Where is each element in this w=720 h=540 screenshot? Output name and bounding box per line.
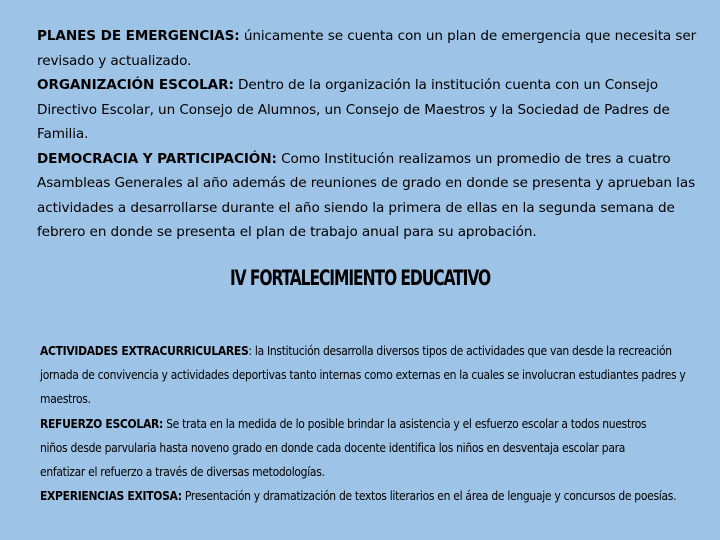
successful-experiences-text: Presentación y dramatización de textos literarios en el área de lenguaje y concursos de poesías. xyxy=(181,488,677,504)
successful-experiences-paragraph xyxy=(40,484,698,508)
school-organization-text: Dentro de la organización la institución cuenta con un Consejo Directivo Escolar, un Consejo de Alumnos, un Consejo de Maestros y la Sociedad de Padres de Familia. xyxy=(37,77,670,142)
emergency-plans-label: PLANES DE EMERGENCIAS: xyxy=(37,28,240,44)
top-text-block xyxy=(37,24,697,245)
democracy-participation-paragraph xyxy=(37,147,697,245)
school-reinforcement-paragraph xyxy=(40,412,647,485)
successful-experiences-label: EXPERIENCIAS EXITOSA: xyxy=(40,488,182,504)
school-organization-label: ORGANIZACIÓN ESCOLAR: xyxy=(37,77,234,93)
bottom-text-block xyxy=(40,339,690,508)
extracurricular-text: : la Institución desarrolla diversos tipos de actividades que van desde la recreación jornada de convivencia y actividades deportivas tanto internas como externas en la cuales se involucran estudiantes padres y maestros. xyxy=(40,343,686,407)
emergency-plans-paragraph xyxy=(37,24,697,73)
extracurricular-label: ACTIVIDADES EXTRACURRICULARES xyxy=(40,343,249,358)
school-reinforcement-text: Se trata en la medida de lo posible brindar la asistencia y el esfuerzo escolar a todos nuestros niños desde parvularia hasta noveno grado en donde cada docente identifica los niños en desventaja escolar para enfatizar el refuerzo a través de diversas metodologías. xyxy=(40,415,647,480)
school-organization-paragraph xyxy=(37,73,697,147)
democracy-participation-text: Como Institución realizamos un promedio de tres a cuatro Asambleas Generales al año además de reuniones de grado en donde se presenta y aprueban las actividades a desarrollarse durante el año siendo la primera de ellas en la segunda semana de febrero en donde se presenta el plan de trabajo anual para su aprobación. xyxy=(37,150,696,240)
emergency-plans-text: únicamente se cuenta con un plan de emergencia que necesita ser revisado y actualizado. xyxy=(37,28,697,69)
school-reinforcement-label: REFUERZO ESCOLAR: xyxy=(40,415,163,431)
democracy-participation-label: DEMOCRACIA Y PARTICIPACIÓN: xyxy=(37,150,277,167)
section-heading: IV FORTALECIMIENTO EDUCATIVO xyxy=(229,266,491,290)
extracurricular-paragraph xyxy=(40,339,698,412)
